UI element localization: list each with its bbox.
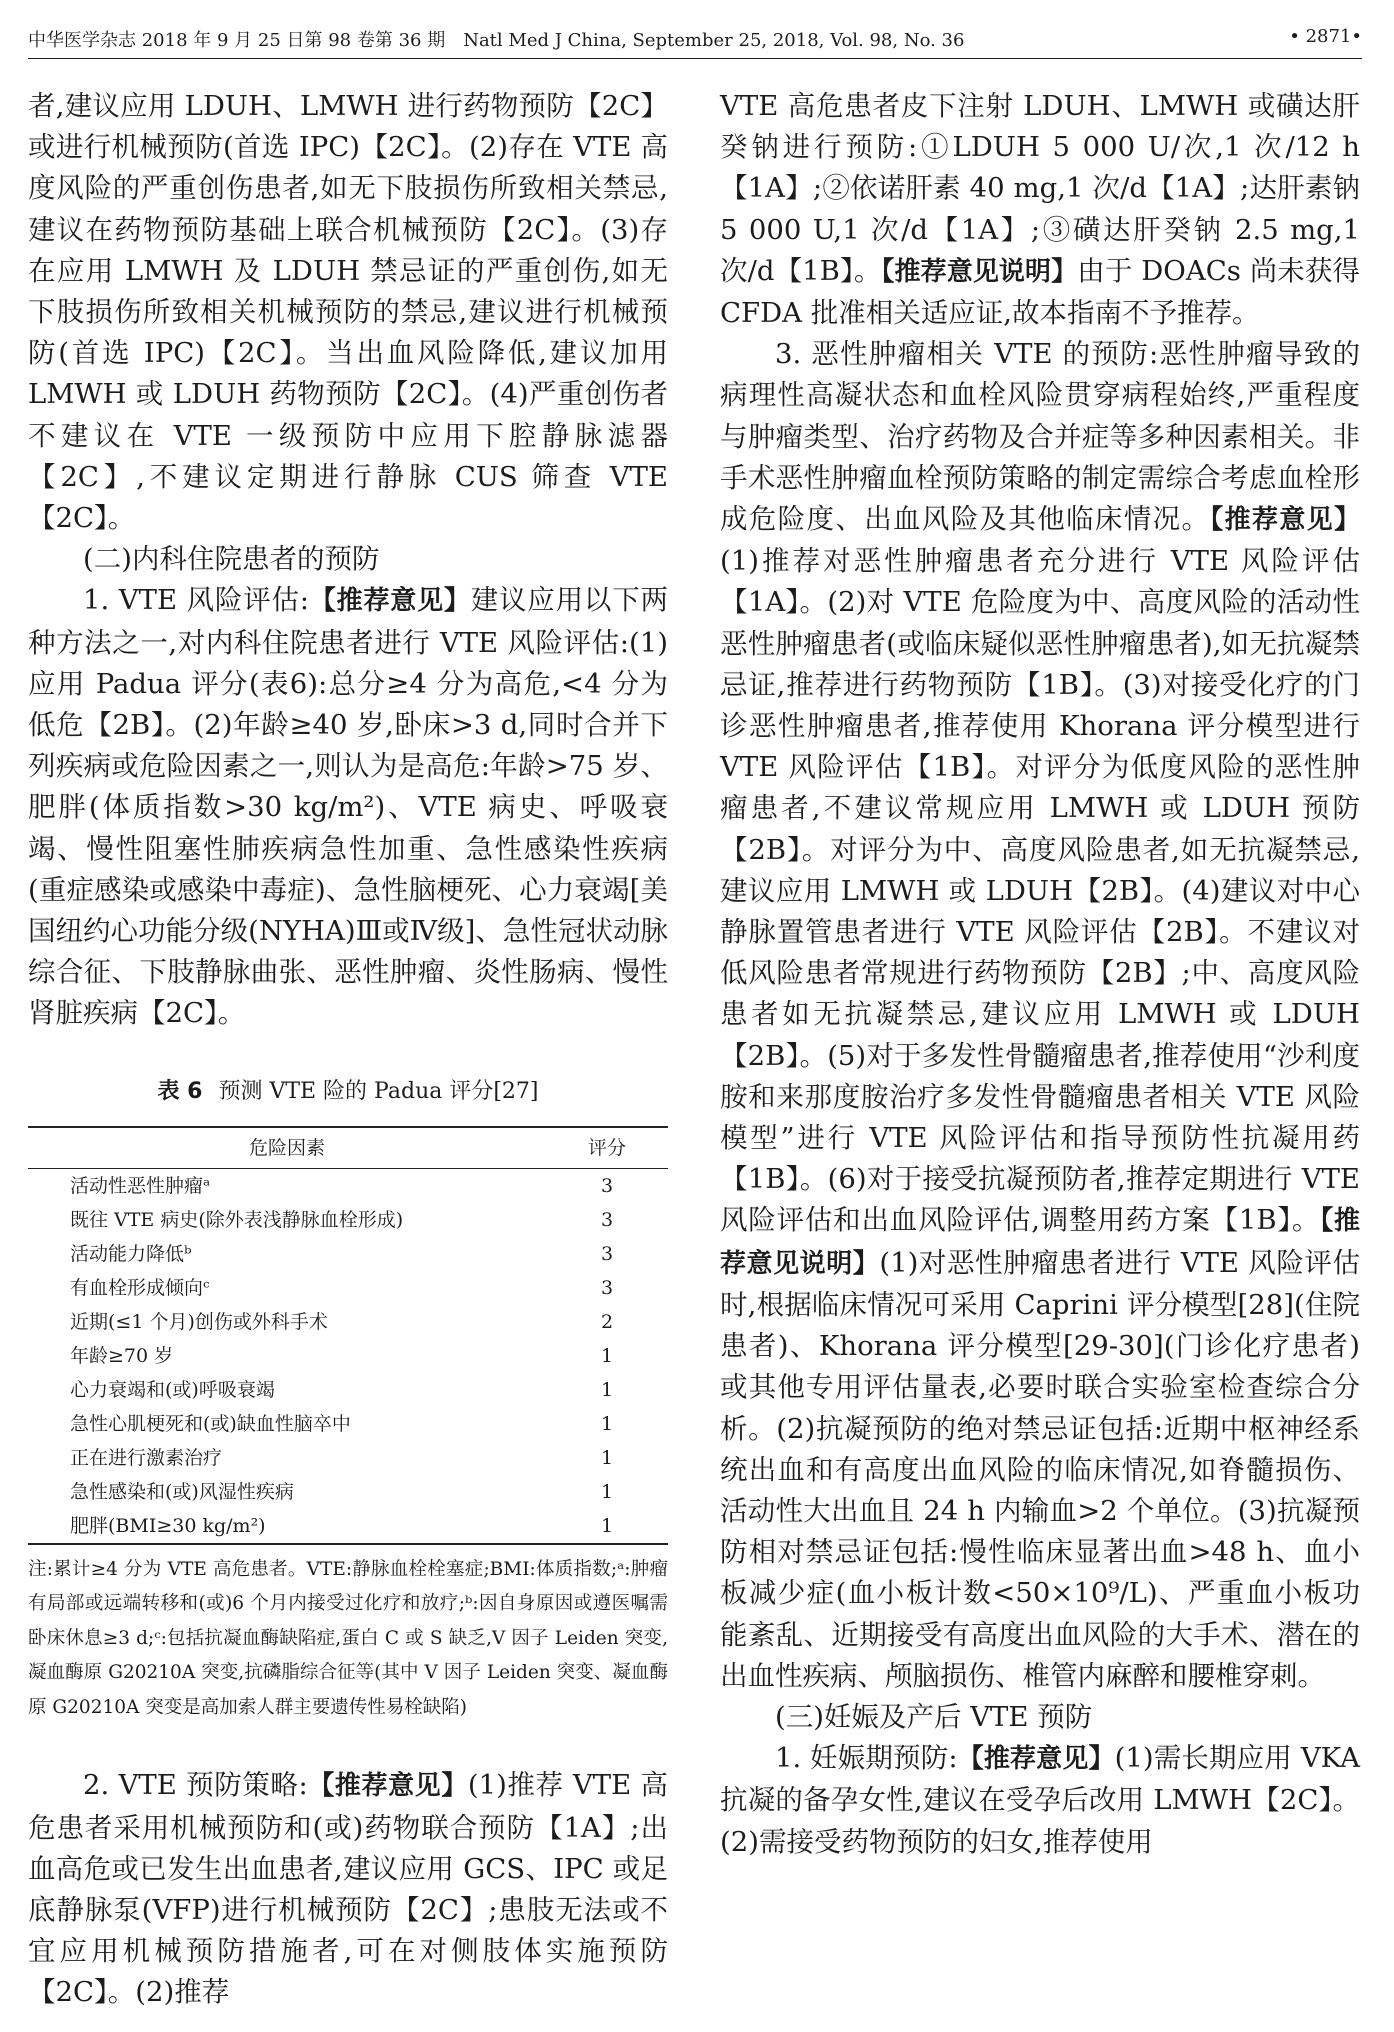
risk-factor-cell: 年龄≥70 岁 [70, 1344, 174, 1367]
score-cell: 3 [600, 1208, 614, 1231]
recommendation-tag: 【推荐意见】 [307, 1771, 468, 1802]
paragraph-body: 由于 DOACs 尚未获得 CFDA 批准相关适应证,故本指南不予推荐。 [720, 254, 1360, 330]
risk-factor-cell: 既往 VTE 病史(除外表浅静脉血栓形成) [70, 1208, 404, 1231]
table-row [28, 1339, 668, 1373]
table-label: 表 6 [157, 1078, 203, 1104]
left-column [28, 86, 668, 2014]
recommendation-tag: 【推荐意见】 [957, 1744, 1115, 1775]
risk-factor-cell: 活动性恶性肿瘤ᵃ [70, 1174, 211, 1197]
risk-factor-cell: 正在进行激素治疗 [70, 1446, 223, 1469]
table-body [28, 1168, 668, 1544]
table-row [28, 1373, 668, 1407]
score-cell: 1 [600, 1344, 614, 1367]
risk-factor-cell: 肥胖(BMI≥30 kg/m²) [28, 1509, 546, 1544]
recommendation-note-tag: 【推荐意见说明】 [720, 1206, 1360, 1279]
table-row [28, 1203, 668, 1237]
paragraph-body: (1)对恶性肿瘤患者进行 VTE 风险评估时,根据临床情况可采用 Caprini 评分模型[28](住院患者)、Khorana 评分模型[29-30](门诊化疗患者)或其他专用评估量表,必要时联合实验室检查综合分析。(2)抗凝预防的绝对禁忌证包括:近期中枢神经系统出血和有高度出血风险的临床情况,如脊髓损伤、活动性大出血且 24 h 内输血>2 个单位。(3)抗凝预防相对禁忌证包括:慢性临床显著出血>48 h、血小板减少症(血小板计数<50×10⁹/L)、严重血小板功能紊乱、近期接受有高度出血风险的大手术、潜在的出血性疾病、颅脑损伤、椎管内麻醉和腰椎穿刺。 [720, 1246, 1360, 1692]
table-row [28, 1509, 668, 1544]
score-cell: 3 [600, 1242, 614, 1265]
score-cell: 3 [600, 1174, 614, 1197]
paragraph-body: 3. 恶性肿瘤相关 VTE 的预防:恶性肿瘤导致的病理性高凝状态和血栓风险贯穿病程始终,严重程度与肿瘤类型、治疗药物及合并症等多种因素相关。非手术恶性肿瘤血栓预防策略的制定需综合考虑血栓形成危险度、出血风险及其他临床情况。 [720, 338, 1360, 536]
header-page-number: • 2871• [1289, 26, 1362, 47]
recommendation-note-tag: 【推荐意见说明】 [881, 256, 1078, 287]
score-cell: 1 [600, 1378, 614, 1401]
paragraph-lead: 1. VTE 风险评估: [83, 584, 310, 617]
spacer [28, 1725, 668, 1765]
table-header-row [28, 1127, 668, 1169]
table-row [28, 1271, 668, 1305]
score-cell: 1 [600, 1480, 614, 1503]
recommendation-tag: 【推荐意见】 [1210, 505, 1360, 536]
paragraph-body: VTE 高危患者皮下注射 LDUH、LMWH 或磺达肝癸钠进行预防:①LDUH 5 000 U/次,1 次/12 h【1A】;②依诺肝素 40 mg,1 次/d【1A】;达肝素钠 5 000 U,1 次/d【1A】;③磺达肝癸钠 2.5 mg,1 次/d【1B】。 [720, 90, 1360, 287]
risk-factor-cell: 急性感染和(或)风湿性疾病 [70, 1480, 294, 1503]
paragraph-anticoagulant-dosing [720, 86, 1360, 334]
table-row [28, 1305, 668, 1339]
padua-score-table [28, 1126, 668, 1545]
risk-factor-cell: 急性心肌梗死和(或)缺血性脑卒中 [70, 1412, 351, 1435]
score-cell: 2 [600, 1310, 614, 1333]
column-header-risk-factor: 危险因素 [28, 1127, 546, 1169]
table-footnote: 注:累计≥4 分为 VTE 高危患者。VTE:静脉血栓栓塞症;BMI:体质指数;ᵃ:肿瘤有局部或远端转移和(或)6 个月内接受过化疗和放疗;ᵇ:因自身原因或遵医嘱需卧床休息≥3 d;ᶜ:包括抗凝血酶缺陷症,蛋白 C 或 S 缺乏,V 因子 Leiden 突变,凝血酶原 G20210A 突变,抗磷脂综合征等(其中 V 因子 Leiden 突变、凝血酶原 G20210A 突变是高加索人群主要遗传性易栓缺陷) [28, 1558, 668, 1718]
section-heading-medical-inpatients: (二)内科住院患者的预防 [83, 543, 380, 576]
paragraph-lead: 2. VTE 预防策略: [83, 1769, 308, 1802]
paragraph-body: 建议应用以下两种方法之一,对内科住院患者进行 VTE 风险评估:(1)应用 Padua 评分(表6):总分≥4 分为高危,<4 分为低危【2B】。(2)年龄≥40 岁,卧床>3 d,同时合并下列疾病或危险因素之一,则认为是高危:年龄>75 岁、肥胖(体质指数>30 kg/m²)、VTE 病史、呼吸衰竭、慢性阻塞性肺疾病急性加重、急性感染性疾病(重症感染或感染中毒症)、急性脑梗死、心力衰竭[美国纽约心功能分级(NYHA)Ⅲ或Ⅳ级]、急性冠状动脉综合征、下肢静脉曲张、恶性肿瘤、炎性肠病、慢性肾脏疾病【2C】。 [28, 584, 668, 1030]
score-cell: 1 [600, 1446, 614, 1469]
recommendation-tag: 【推荐意见】 [309, 586, 471, 617]
score-cell: 1 [546, 1509, 668, 1544]
paragraph-body: (1)推荐 VTE 高危患者采用机械预防和(或)药物联合预防【1A】;出血高危或已发生出血患者,建议应用 GCS、IPC 或足底静脉泵(VFP)进行机械预防【2C】;患肢无法或不宜应用机械预防措施者,可在对侧肢体实施预防【2C】。(2)推荐 [28, 1769, 668, 2009]
table-row [28, 1441, 668, 1475]
paragraph-cancer-vte [720, 334, 1360, 1697]
table-row [28, 1168, 668, 1203]
risk-factor-cell: 有血栓形成倾向ᶜ [70, 1276, 210, 1299]
paragraph-prevention-strategy [28, 1765, 668, 2013]
table-caption [28, 1071, 668, 1112]
table-row [28, 1475, 668, 1509]
risk-factor-cell: 活动能力降低ᵇ [70, 1242, 192, 1265]
column-header-score: 评分 [546, 1127, 668, 1169]
table-title: 预测 VTE 险的 Padua 评分[27] [218, 1078, 539, 1104]
running-header [28, 18, 1362, 59]
paragraph-trauma-prevention: 者,建议应用 LDUH、LMWH 进行药物预防【2C】或进行机械预防(首选 IPC)【2C】。(2)存在 VTE 高度风险的严重创伤患者,如无下肢损伤所致相关禁忌,建议在药物预防基础上联合机械预防【2C】。(3)存在应用 LMWH 及 LDUH 禁忌证的严重创伤,如无下肢损伤所致相关机械预防的禁忌,建议进行机械预防(首选 IPC)【2C】。当出血风险降低,建议加用 LMWH 或 LDUH 药物预防【2C】。(4)严重创伤者不建议在 VTE 一级预防中应用下腔静脉滤器【2C】,不建议定期进行静脉 CUS 筛查 VTE【2C】。 [28, 90, 668, 535]
score-cell: 1 [600, 1412, 614, 1435]
table-row [28, 1407, 668, 1441]
paragraph-body: (1)需长期应用 VKA 抗凝的备孕女性,建议在受孕后改用 LMWH【2C】。(2)需接受药物预防的妇女,推荐使用 [720, 1742, 1360, 1858]
header-journal-info: 中华医学杂志 2018 年 9 月 25 日第 98 卷第 36 期 Natl Med J China, September 25, 2018, Vol. 98, No. 36 [28, 30, 965, 51]
section-heading-pregnancy: (三)妊娠及产后 VTE 预防 [775, 1700, 1093, 1733]
paragraph-body: (1)推荐对恶性肿瘤患者充分进行 VTE 风险评估【1A】。(2)对 VTE 危险度为中、高度风险的活动性恶性肿瘤患者(或临床疑似恶性肿瘤患者),如无抗凝禁忌证,推荐进行药物预防【1B】。(3)对接受化疗的门诊恶性肿瘤患者,推荐使用 Khorana 评分模型进行 VTE 风险评估【1B】。对评分为低度风险的恶性肿瘤患者,不建议常规应用 LMWH 或 LDUH 预防【2B】。对评分为中、高度风险患者,如无抗凝禁忌,建议应用 LMWH 或 LDUH【2B】。(4)建议对中心静脉置管患者进行 VTE 风险评估【2B】。不建议对低风险患者常规进行药物预防【2B】;中、高度风险患者如无抗凝禁忌,建议应用 LMWH 或 LDUH【2B】。(5)对于多发性骨髓瘤患者,推荐使用“沙利度胺和来那度胺治疗多发性骨髓瘤患者相关 VTE 风险模型”进行 VTE 风险评估和指导预防性抗凝用药【1B】。(6)对于接受抗凝预防者,推荐定期进行 VTE 风险评估和出血风险评估,调整用药方案【1B】。 [720, 545, 1360, 1237]
risk-factor-cell: 近期(≤1 个月)创伤或外科手术 [70, 1310, 328, 1333]
padua-table-block [28, 1071, 668, 1726]
right-column [720, 86, 1360, 1863]
paragraph-pregnancy-prevention [720, 1738, 1360, 1863]
score-cell: 3 [600, 1276, 614, 1299]
paragraph-lead: 1. 妊娠期预防: [775, 1742, 958, 1775]
paragraph-vte-risk-assessment [28, 580, 668, 1034]
table-row [28, 1237, 668, 1271]
risk-factor-cell: 心力衰竭和(或)呼吸衰竭 [70, 1378, 275, 1401]
